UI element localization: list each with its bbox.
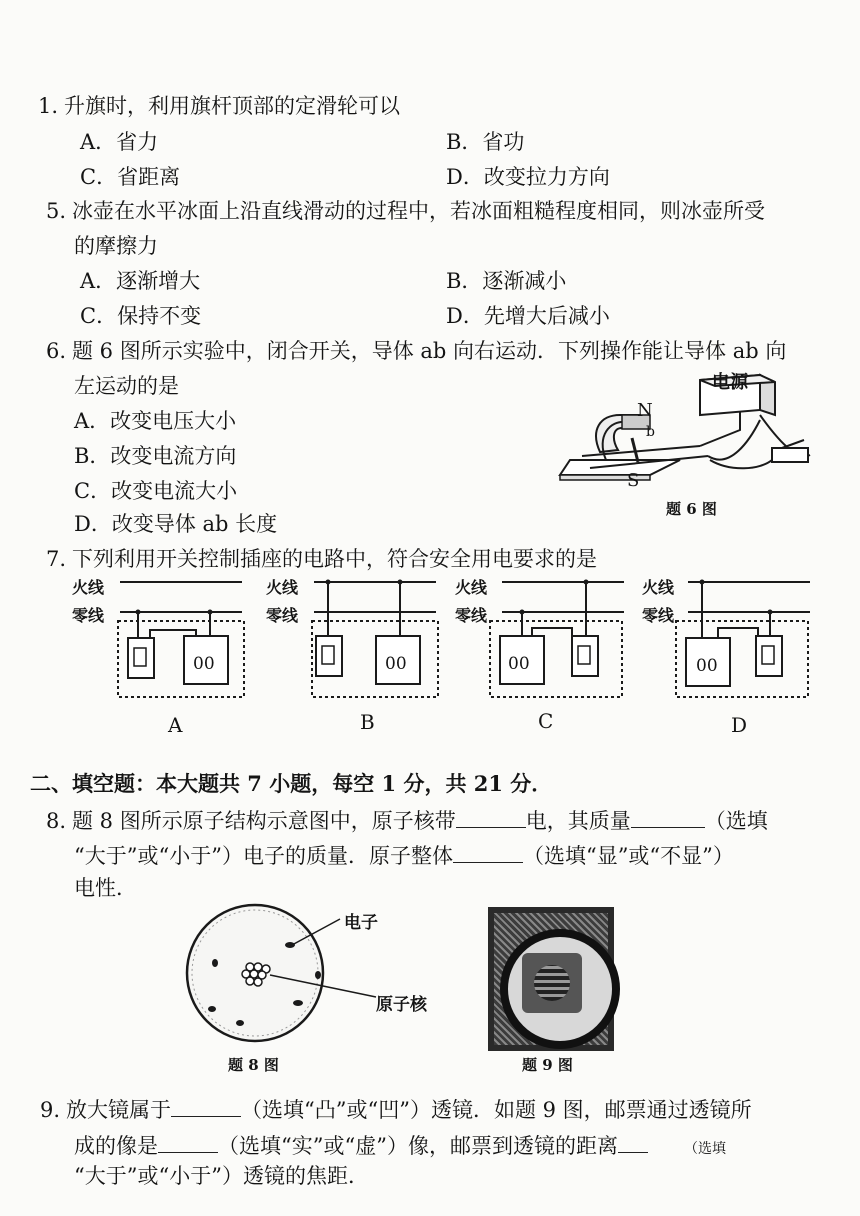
circuit-d [678,578,828,703]
answer-blank[interactable] [453,840,523,863]
socket-symbol: 00 [385,654,407,674]
live-wire-label: 火线 [72,578,105,597]
question-text: 成的像是 [74,1134,158,1158]
option-a: A．省力 [80,130,159,154]
question-number: 7. [46,547,67,571]
question-text: “大于”或“小于”）电子的质量．原子整体 [74,844,453,868]
option-d: D．改变拉力方向 [446,165,610,189]
live-wire-label: 火线 [455,578,488,597]
choice-d-label: D [731,713,748,737]
question-8 [46,805,768,835]
figure-8-atom [180,905,420,1055]
question-text: （选填“凸”或“凹”）透镜．如题 9 图，邮票通过透镜所 [241,1098,752,1122]
question-text: （选填“显”或“不显”） [522,844,734,868]
question-number: 9. [40,1098,61,1122]
nucleus-label: 原子核 [376,995,427,1015]
question-stem: 冰壶在水平冰面上沿直线滑动的过程中，若冰面粗糙程度相同，则冰壶所受 [72,199,765,223]
question-number: 6. [46,339,67,363]
figure-6-apparatus [560,360,830,500]
question-text: 题 8 图所示原子结构示意图中，原子核带 [72,809,456,833]
answer-blank[interactable] [618,1130,648,1153]
question-stem-continued: 左运动的是 [74,374,179,398]
neutral-wire-label: 零线 [266,606,299,625]
question-number: 5. [46,199,67,223]
option-c: C．保持不变 [80,304,202,328]
option-a: A．改变电压大小 [74,409,237,433]
figure-6-caption: 题 6 图 [666,500,717,518]
question-9 [40,1094,752,1124]
socket-symbol: 00 [193,654,215,674]
option-a: A．逐渐增大 [80,269,201,293]
answer-blank[interactable] [171,1094,241,1117]
choice-c-label: C [538,709,554,733]
option-b: B．逐渐减小 [446,269,567,293]
electron-label: 电子 [344,913,378,933]
question-text: 电，其质量 [525,809,631,833]
question-text: （选填 [704,809,768,833]
question-9-line-3: “大于”或“小于”）透镜的焦距． [74,1164,369,1188]
circuit-a [110,578,260,703]
question-4 [38,92,400,120]
question-text: 放大镜属于 [66,1098,171,1122]
option-d: D．先增大后减小 [446,304,610,328]
option-b: B．改变电流方向 [74,444,237,468]
live-wire-label: 火线 [642,578,675,597]
choice-b-label: B [360,710,375,734]
b-label: b [646,424,655,440]
question-number: 8. [46,809,67,833]
question-stem: 升旗时，利用旗杆顶部的定滑轮可以 [64,94,400,118]
neutral-wire-label: 零线 [455,606,488,625]
question-8-line-2 [74,840,734,870]
socket-symbol: 00 [696,656,718,676]
option-b: B．省功 [446,130,525,154]
figure-9-stamp-photo [488,907,614,1051]
choice-a-label: A [168,713,183,737]
figure-9-caption: 题 9 图 [522,1056,573,1074]
answer-blank[interactable] [158,1130,218,1153]
n-pole-label: N [637,400,653,421]
circuit-c [492,578,642,703]
s-pole-label: S [627,470,640,491]
live-wire-label: 火线 [266,578,299,597]
neutral-wire-label: 零线 [642,606,675,625]
circuit-b [304,578,454,703]
power-label: 电源 [712,372,748,393]
question-8-line-3: 电性． [74,876,137,900]
question-5 [46,197,765,225]
question-stem: 题 6 图所示实验中，闭合开关，导体 ab 向右运动．下列操作能让导体 ab 向 [72,339,787,363]
option-c: C．改变电流大小 [74,479,238,503]
neutral-wire-label: 零线 [72,606,105,625]
section-title: 二、填空题：本大题共 7 小题，每空 1 分，共 21 分． [30,771,553,796]
socket-symbol: 00 [508,654,530,674]
answer-blank[interactable] [456,805,526,828]
question-text: （选填“实”或“虚”）像，邮票到透镜的距离 [218,1134,618,1158]
question-text: （选填 [683,1141,726,1157]
question-number: 1. [38,94,59,118]
option-c: C．省距离 [80,165,181,189]
question-7 [46,545,597,573]
answer-blank[interactable] [631,805,705,828]
option-d: D．改变导体 ab 长度 [74,512,278,536]
figure-8-caption: 题 8 图 [228,1056,279,1074]
question-9-line-2 [74,1130,726,1163]
question-stem-continued: 的摩擦力 [74,234,158,258]
question-stem: 下列利用开关控制插座的电路中，符合安全用电要求的是 [72,547,597,571]
